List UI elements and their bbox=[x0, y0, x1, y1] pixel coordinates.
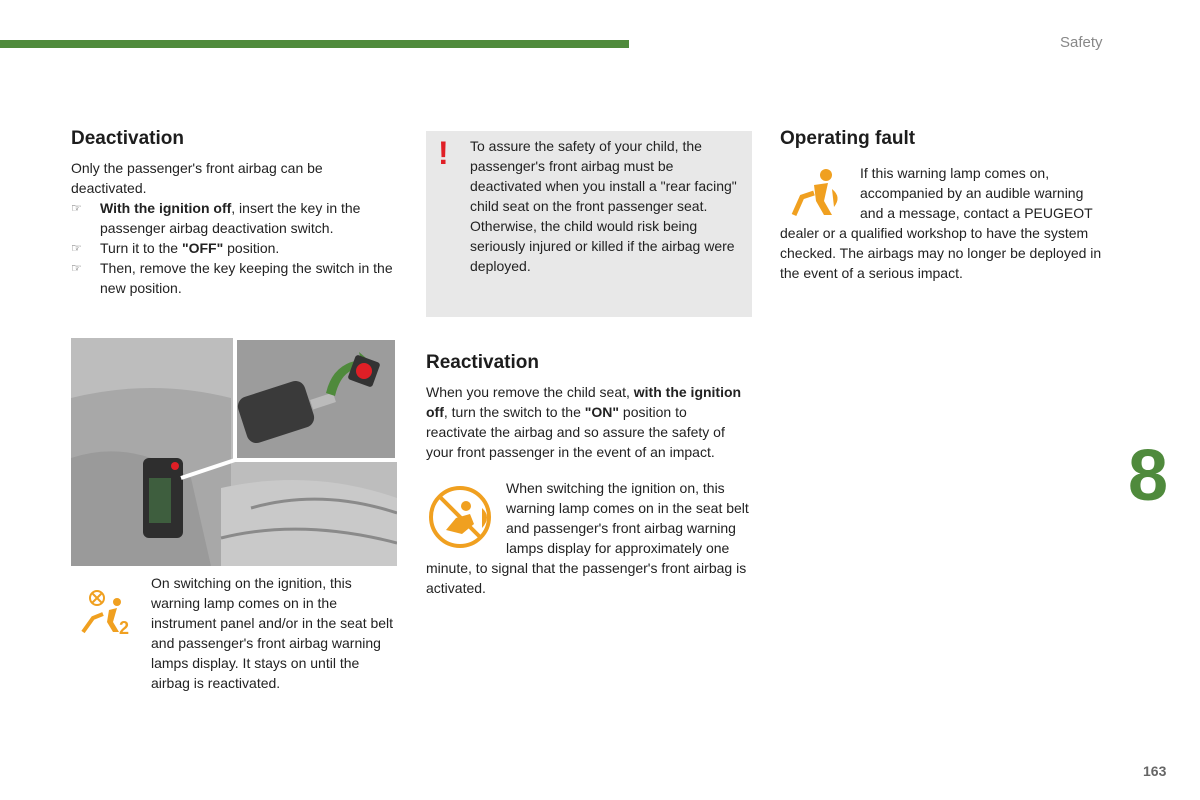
page-number: 163 bbox=[1143, 763, 1167, 779]
step-text: Turn it to the bbox=[100, 240, 182, 256]
text-run: , turn the switch to the bbox=[443, 404, 585, 420]
operating-fault-title: Operating fault bbox=[780, 128, 916, 149]
step-item bbox=[71, 258, 401, 298]
text-run: When you remove the child seat, bbox=[426, 384, 634, 400]
key-switch-illustration bbox=[71, 338, 397, 566]
airbag-off-lamp-icon bbox=[79, 588, 133, 636]
deactivation-intro: Only the passenger's front airbag can be deactivated. bbox=[71, 160, 323, 196]
svg-text:2: 2 bbox=[119, 618, 130, 636]
airbag-on-lamp-text: When switching the ignition on, this warning lamp comes on in the seat belt and passenger's front airbag warning lamps display for approximately one minute, to signal that the passenger's front airbag is activated. bbox=[426, 480, 749, 596]
warning-box bbox=[426, 131, 752, 317]
deactivation-section bbox=[71, 128, 401, 298]
operating-fault-section bbox=[780, 128, 1110, 283]
reactivation-section bbox=[426, 352, 751, 598]
text-bold: with the ignition off bbox=[426, 384, 742, 420]
warning-text: To assure the safety of your child, the passenger's front airbag must be deactivated when you install a "rear facing" child seat on the front passenger seat. bbox=[470, 138, 737, 214]
text-run: position to reactivate the airbag and so assure the safety of your front passenger in the event of an impact. bbox=[426, 404, 725, 460]
pointer-icon: ☞ bbox=[71, 261, 82, 275]
step-item bbox=[71, 238, 401, 258]
reactivation-title: Reactivation bbox=[426, 352, 539, 373]
deactivation-title: Deactivation bbox=[71, 128, 184, 149]
chapter-color-bar bbox=[0, 40, 629, 48]
airbag-fault-lamp-icon bbox=[780, 163, 860, 223]
airbag-on-lamp-block bbox=[426, 478, 751, 598]
warning-text: Otherwise, the child would risk being seriously injured or killed if the airbag were deployed. bbox=[470, 218, 735, 274]
airbag-fault-lamp-block bbox=[780, 163, 1110, 283]
airbag-fault-lamp-text: If this warning lamp comes on, accompanied by an audible warning and a message, contact a PEUGEOT dealer or a qualified workshop to have the system checked. The airbags may no longer be deployed in the event of a serious impact. bbox=[780, 165, 1102, 281]
airbag-off-lamp-text: On switching on the ignition, this warning lamp comes on in the instrument panel and/or in the seat belt and passenger's front airbag warning lamps display. It stays on until the airbag is reactivated. bbox=[151, 575, 394, 691]
pointer-icon: ☞ bbox=[71, 201, 82, 215]
step-bold: With the ignition off bbox=[100, 200, 232, 216]
reactivation-text bbox=[426, 382, 751, 462]
text-bold: "ON" bbox=[584, 404, 620, 420]
chapter-number: 8 bbox=[1128, 436, 1169, 516]
step-text: position. bbox=[223, 240, 280, 256]
pointer-icon: ☞ bbox=[71, 241, 82, 255]
step-item bbox=[71, 198, 401, 238]
airbag-on-lamp-icon bbox=[426, 478, 506, 558]
step-text: , insert the key in the passenger airbag deactivation switch. bbox=[100, 200, 361, 236]
step-text: Then, remove the key keeping the switch in the new position. bbox=[100, 260, 393, 296]
warning-exclamation-icon: ! bbox=[438, 135, 449, 171]
section-label: Safety bbox=[1060, 34, 1103, 51]
step-bold: "OFF" bbox=[181, 240, 224, 256]
